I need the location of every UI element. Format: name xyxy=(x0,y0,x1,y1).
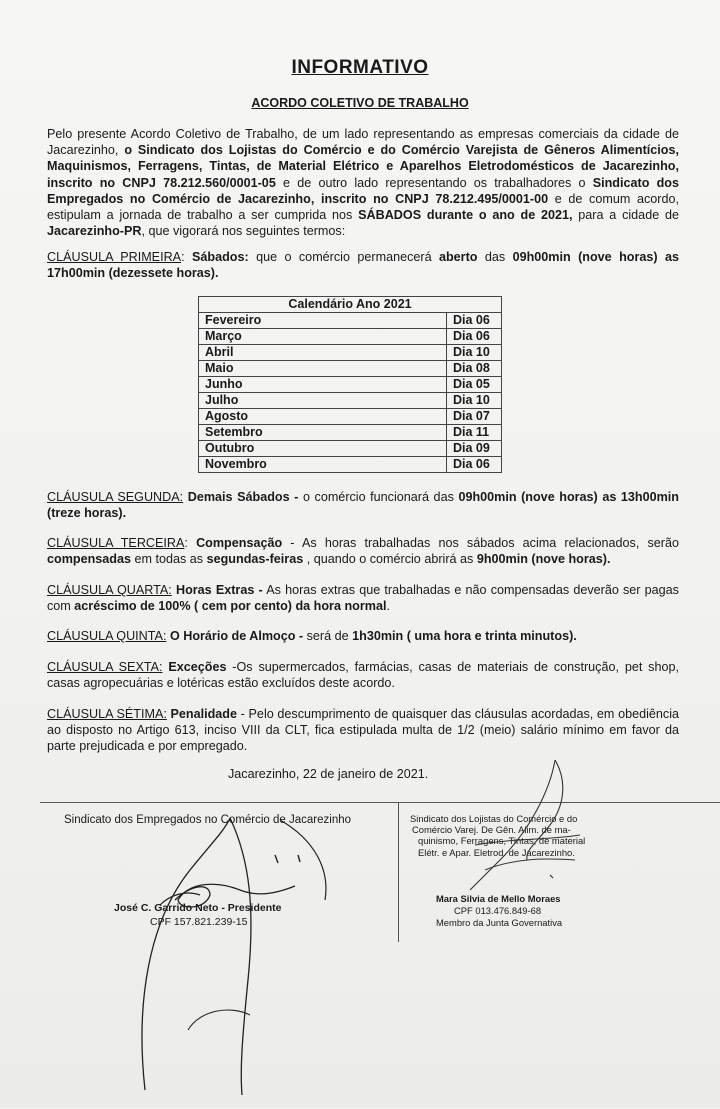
calendar-month: Fevereiro xyxy=(199,313,447,329)
intro-text-2: e de outro lado representando os trabalhadores o xyxy=(275,175,593,190)
intro-text-3: e de comum acordo, estipulam a jornada de trabalho a ser cumprida nos xyxy=(47,191,679,223)
calendar-month: Julho xyxy=(199,393,447,409)
calendar-row xyxy=(199,313,502,329)
clause-bold: Demais Sábados - xyxy=(187,490,299,504)
calendar-row xyxy=(199,457,502,473)
right-org-line: Sindicato dos Lojistas do Comércio e do xyxy=(410,813,578,824)
left-signatory-cpf: CPF 157.821.239-15 xyxy=(150,916,248,928)
calendar-day: Dia 06 xyxy=(447,313,502,329)
calendar-day: Dia 06 xyxy=(447,457,502,473)
calendar-row xyxy=(199,441,502,457)
calendar-month: Maio xyxy=(199,361,447,377)
intro-bold-1: o Sindicato dos Lojistas do Comércio e do Comércio Varejista de Gêneros Alimentícios, Maquinismos, Ferragens, Tintas, de Material Elétrico e Aparelhos Eletrodomésticos de Jacarezinho, inscrito no CNPJ 78.212.560/0001-05 xyxy=(47,143,679,190)
clause-bold: 09h00min (nove horas) as 17h00min (dezessete horas). xyxy=(47,250,679,281)
clause-label: CLÁUSULA PRIMEIRA xyxy=(47,250,182,264)
intro-paragraph xyxy=(47,126,679,239)
right-signatory-name: Mara Silvia de Mello Moraes xyxy=(436,893,561,904)
clause-bold: Horas Extras - xyxy=(175,583,263,597)
clause-label: CLÁUSULA TERCEIRA xyxy=(47,536,185,550)
clause-primeira: CLÁUSULA PRIMEIRA: Sábados: que o comércio permanecerá aberto das 09h00min (nove horas) as 17h00min (dezessete horas). xyxy=(47,250,679,281)
clause-text: As horas extras que trabalhadas e não compensadas deverão ser pagas com xyxy=(47,583,679,614)
clause-setima xyxy=(47,706,679,755)
calendar-month: Agosto xyxy=(199,409,447,425)
clause-text: - As horas trabalhadas nos sábados acima relacionados, serão xyxy=(282,536,679,550)
clause-text: o comércio funcionará das xyxy=(298,490,459,504)
right-org-line: quinismo, Ferragens, Tintas, de material xyxy=(418,835,586,847)
intro-bold-3: SÁBADOS durante o ano de 2021, xyxy=(358,208,573,223)
calendar-day: Dia 09 xyxy=(447,441,502,457)
clause-bold: Exceções xyxy=(168,660,227,674)
clause-text: será de xyxy=(303,629,353,643)
right-org-line: Elétr. e Apar. Eletrod. de Jacarezinho. xyxy=(418,846,575,858)
clause-terceira: CLÁUSULA TERCEIRA: Compensação - As horas trabalhadas nos sábados acima relacionados, serão compensadas em todas as segundas-feiras , quando o comércio abrirá as 9h00min (nove horas). xyxy=(47,536,679,567)
clause-segunda xyxy=(47,489,679,521)
intro-bold-4: Jacarezinho-PR xyxy=(47,224,142,239)
calendar-month: Setembro xyxy=(199,425,447,441)
clause-label: CLÁUSULA QUARTA: xyxy=(47,583,172,597)
clause-bold: acréscimo de 100% ( cem por cento) da hora normal xyxy=(74,599,387,614)
calendar-day: Dia 07 xyxy=(447,409,502,425)
calendar-day: Dia 05 xyxy=(447,377,502,393)
clause-quarta xyxy=(47,582,679,614)
calendar-month: Março xyxy=(199,329,447,345)
clause-label: CLÁUSULA QUINTA: xyxy=(47,629,167,643)
calendar-month: Abril xyxy=(199,345,447,361)
intro-bold-2: Sindicato dos Empregados no Comércio de Jacarezinho, inscrito no CNPJ 78.212.495/0001-00 xyxy=(47,175,679,206)
clause-text: das xyxy=(477,250,513,264)
document-subtitle: ACORDO COLETIVO DE TRABALHO xyxy=(251,96,469,110)
calendar-day: Dia 10 xyxy=(447,393,502,409)
clause-label: CLÁUSULA SEXTA: xyxy=(47,660,163,674)
clause-text: -Os supermercados, farmácias, casas de materiais de construção, pet shop, casas agropecuárias e lotéricas estão excluídos deste acordo. xyxy=(47,660,679,691)
calendar-body xyxy=(199,313,502,473)
clause-bold: 09h00min (nove horas) as 13h00min (treze horas). xyxy=(47,490,679,521)
clause-bold: Sábados: xyxy=(191,250,249,264)
document-title: INFORMATIVO xyxy=(291,57,429,78)
calendar-row xyxy=(199,345,502,361)
left-signatory-org: Sindicato dos Empregados no Comércio de Jacarezinho xyxy=(64,814,352,826)
calendar-day: Dia 11 xyxy=(447,425,502,441)
clause-label: CLÁUSULA SÉTIMA: xyxy=(47,707,167,721)
clause-text: - Pelo descumprimento de quaisquer das cláusulas acordadas, em obediência ao disposto no Artigo 613, inciso VIII da CLT, fica estipulada multa de 1/2 (meio) salário mínimo em favor da parte prejudicada e por empregado. xyxy=(47,707,679,754)
calendar-day: Dia 08 xyxy=(447,361,502,377)
clause-sexta xyxy=(47,659,679,691)
left-signatory-name: José C. Garrido Neto - Presidente xyxy=(114,902,282,914)
clause-bold: 1h30min ( uma hora e trinta minutos). xyxy=(352,629,577,643)
calendar-row xyxy=(199,361,502,377)
calendar-month: Junho xyxy=(199,377,447,393)
calendar-month: Outubro xyxy=(199,441,447,457)
calendar-table xyxy=(198,296,502,473)
right-signatory-cpf: CPF 013.476.849-68 xyxy=(454,905,542,916)
clause-quinta xyxy=(47,628,679,644)
right-org-line: Comércio Varej. De Gên. Alim. de ma- xyxy=(412,824,571,836)
intro-text-4: para a cidade de xyxy=(572,208,679,223)
intro-text-1: Pelo presente Acordo Coletivo de Trabalho, de um lado representando as empresas comerciais da cidade de Jacarezinho, xyxy=(47,127,679,158)
intro-text-5: , que vigorará nos seguintes termos: xyxy=(141,224,346,239)
clause-bold: Compensação xyxy=(196,536,283,550)
calendar-row xyxy=(199,425,502,441)
clause-bold: compensadas xyxy=(47,552,131,567)
calendar-row xyxy=(199,409,502,425)
clause-text: em todas as xyxy=(131,552,207,567)
clause-label: CLÁUSULA SEGUNDA: xyxy=(47,490,184,504)
clause-text: . xyxy=(386,599,390,614)
signature-area xyxy=(40,802,720,1109)
clause-bold: aberto xyxy=(438,250,478,264)
clause-bold: 9h00min (nove horas). xyxy=(476,552,611,567)
calendar-day: Dia 06 xyxy=(447,329,502,345)
calendar-month: Novembro xyxy=(199,457,447,473)
clause-bold: Penalidade xyxy=(170,707,238,721)
clause-text: que o comércio permanecerá xyxy=(248,250,439,264)
calendar-row xyxy=(199,329,502,345)
right-signatory-role: Membro da Junta Governativa xyxy=(436,917,563,928)
calendar-day: Dia 10 xyxy=(447,345,502,361)
right-signatory-org xyxy=(410,813,590,858)
calendar-row xyxy=(199,377,502,393)
signature-divider xyxy=(398,802,399,942)
calendar-title: Calendário Ano 2021 xyxy=(199,297,502,313)
clause-bold: segundas-feiras xyxy=(206,552,304,567)
calendar-row xyxy=(199,393,502,409)
clause-bold: O Horário de Almoço - xyxy=(169,629,304,643)
clause-text: , quando o comércio abrirá as xyxy=(303,552,477,567)
place-date: Jacarezinho, 22 de janeiro de 2021. xyxy=(228,767,429,781)
